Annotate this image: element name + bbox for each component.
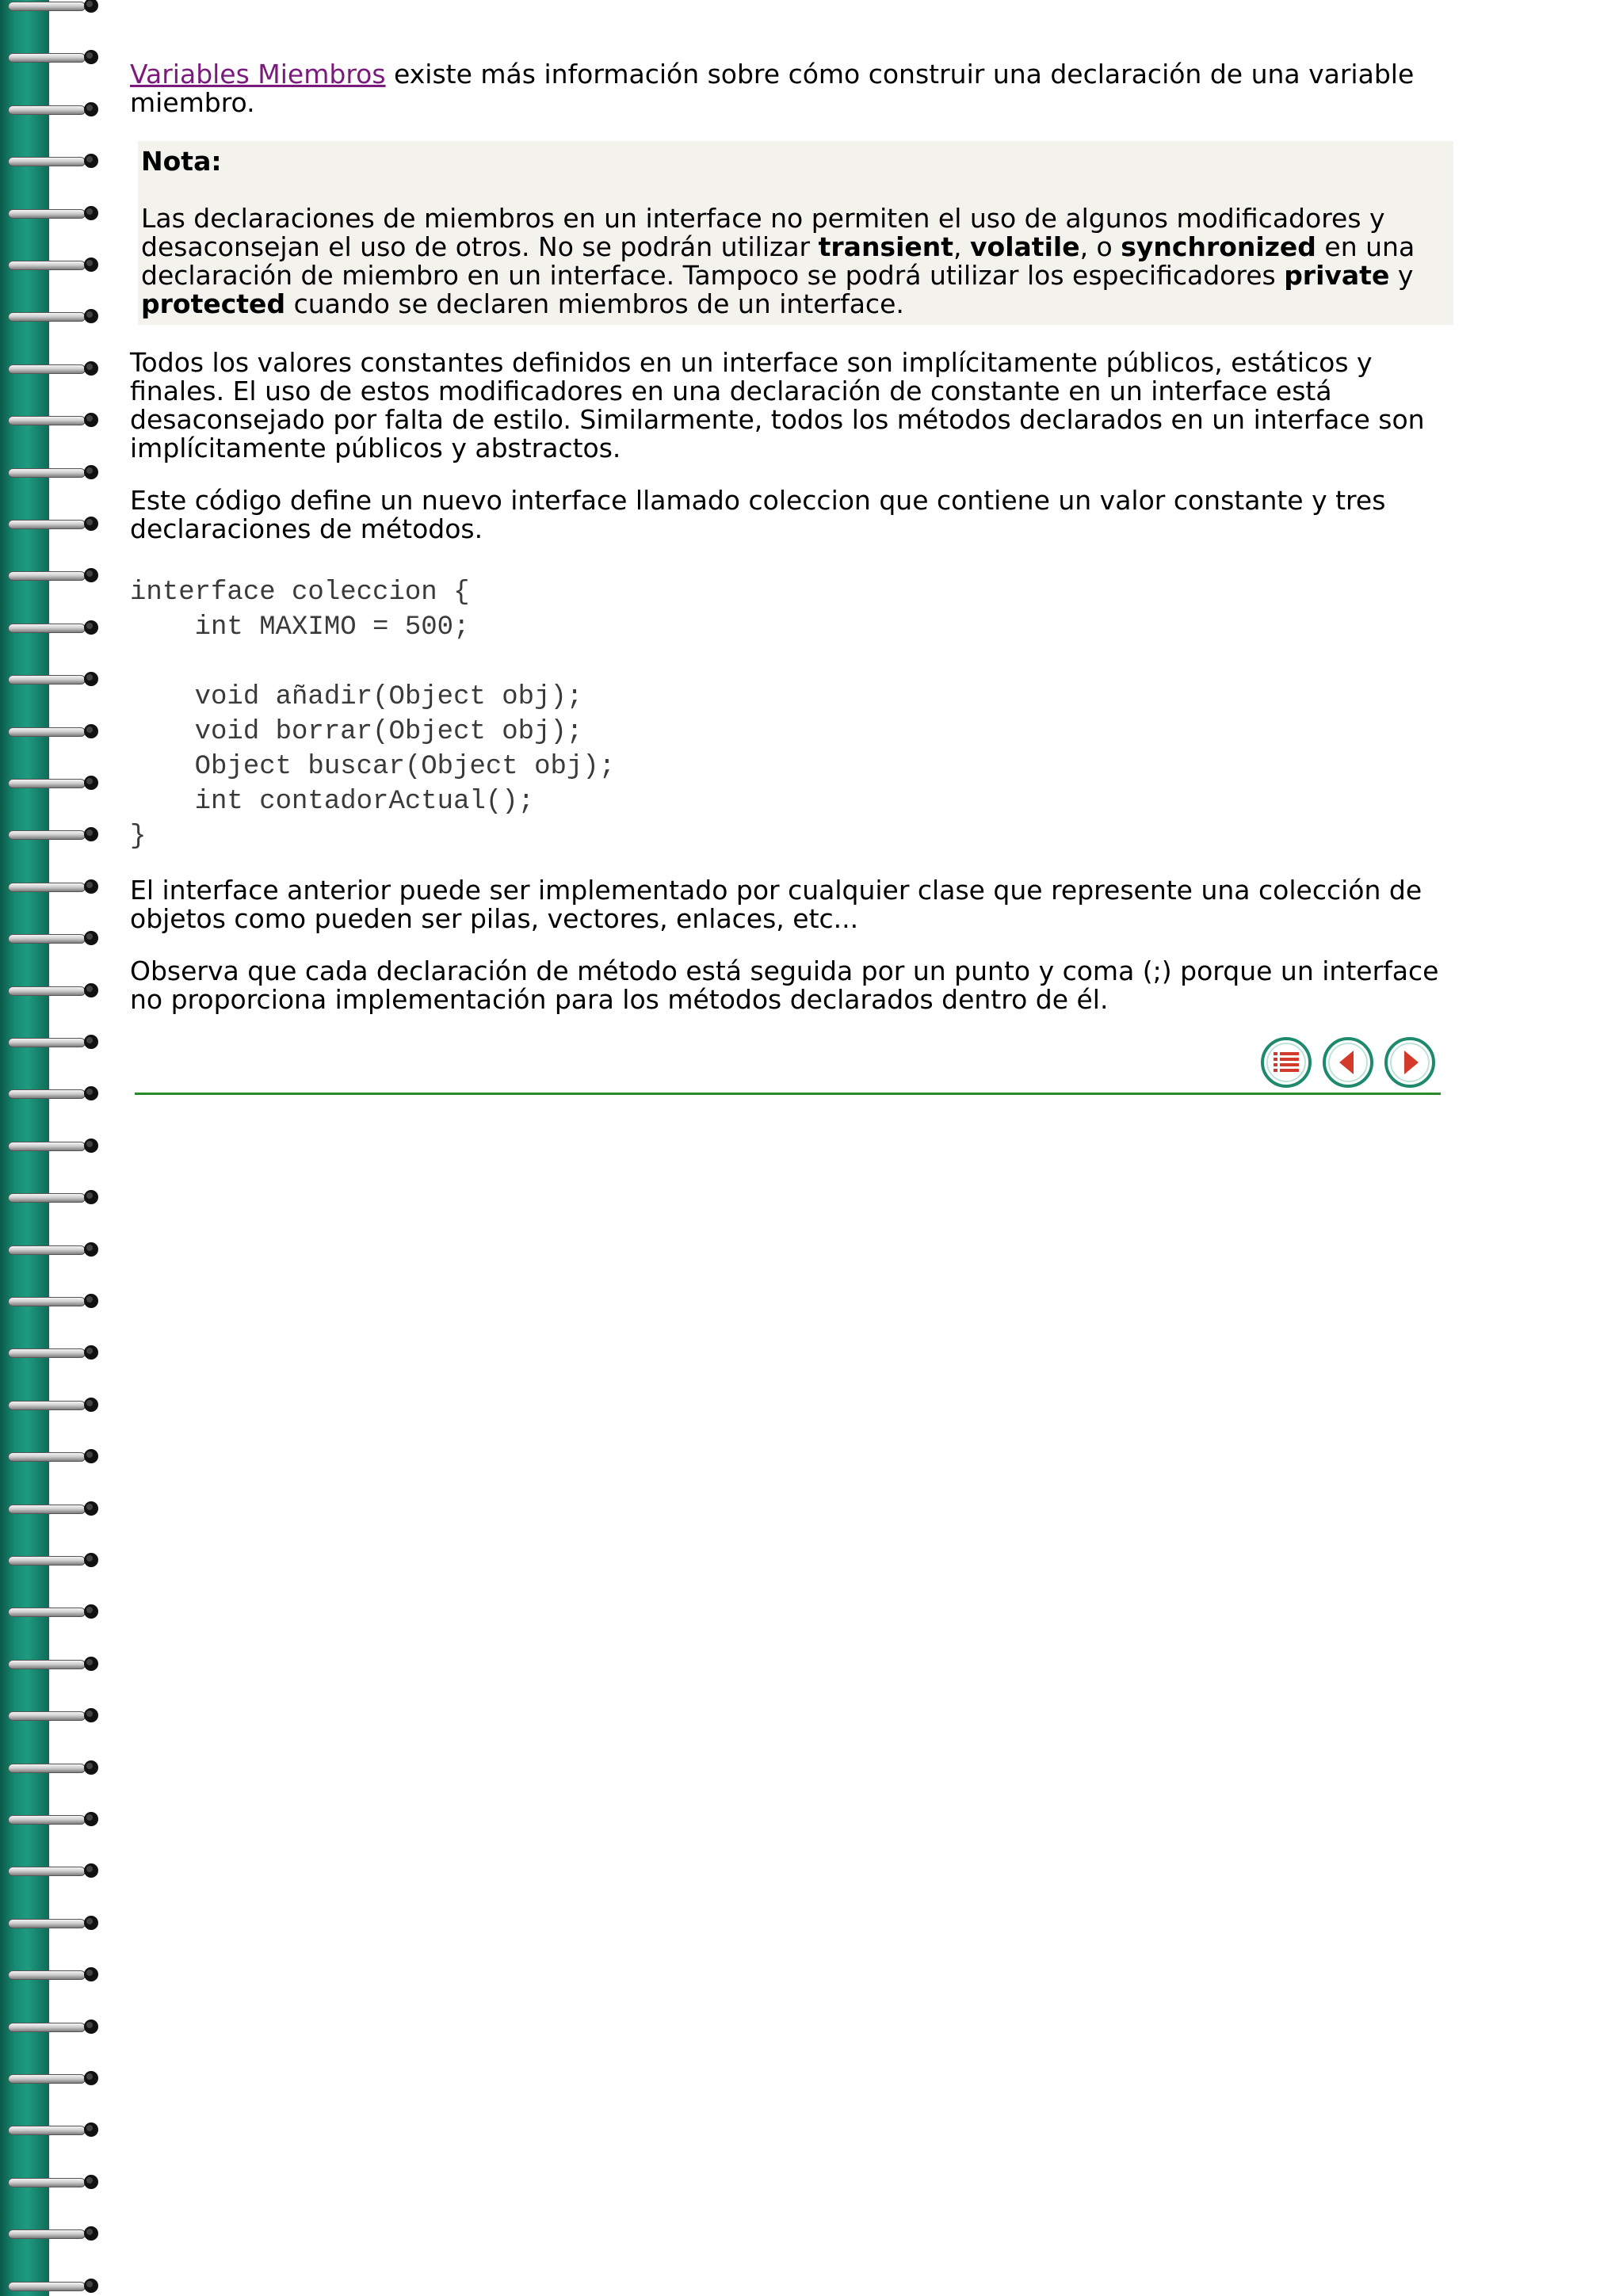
ring-hole [84,2122,98,2137]
ring-wire [8,416,86,425]
spiral-ring [0,721,103,745]
note-text-part: y [1389,260,1414,291]
spiral-ring [0,151,103,174]
ring-wire [8,883,86,892]
ring-wire [8,1919,86,1928]
intro-paragraph [130,60,1445,117]
spiral-ring [0,1135,103,1159]
ring-hole [84,2019,98,2034]
ring-hole [84,361,98,376]
implementation-paragraph: El interface anterior puede ser implementado por cualquier clase que represente una colección de objetos como pueden ser pilas, vectores, enlaces, etc... [130,875,1423,934]
ring-hole [84,1553,98,1567]
keyword-protected: protected [141,288,286,319]
ring-hole [84,724,98,738]
note-title: Nota: [141,146,222,177]
ring-hole [84,2175,98,2189]
ring-hole [84,517,98,531]
ring-hole [84,1398,98,1412]
ring-wire [8,2229,86,2239]
ring-hole [84,413,98,427]
ring-hole [84,1760,98,1775]
ring-wire [8,2074,86,2084]
spiral-ring [0,1187,103,1211]
spiral-ring [0,1394,103,1418]
next-arrow-icon[interactable] [1384,1036,1436,1089]
page-content [130,60,1445,1038]
ring-wire [8,1505,86,1514]
code-block: interface coleccion { int MAXIMO = 500; void añadir(Object obj); void borrar(Object obj); Object buscar(Object obj); int contadorActual(); } [130,578,616,852]
ring-hole [84,1035,98,1049]
ring-hole [84,154,98,168]
ring-wire [8,830,86,840]
spiral-ring [0,824,103,848]
spiral-ring [0,2068,103,2092]
ring-wire [8,986,86,996]
ring-wire [8,2023,86,2032]
ring-wire [8,1556,86,1566]
spiral-ring [0,772,103,796]
ring-wire [8,2282,86,2291]
note-text-part: Las declaraciones de miembros en un interface no permiten el uso de algunos modificadores y desaconsejan el uso de otros. No se podrán utilizar [141,203,1385,262]
spiral-ring [0,1809,103,1833]
ring-hole [84,2071,98,2085]
ring-wire [8,209,86,219]
ring-hole [84,102,98,116]
ring-wire [8,675,86,685]
ring-wire [8,624,86,633]
ring-wire [8,1038,86,1047]
spiral-ring [0,462,103,486]
spiral-ring [0,1860,103,1884]
spiral-ring [0,203,103,227]
spiral-ring [0,876,103,900]
ring-hole [84,620,98,635]
ring-wire [8,1089,86,1099]
spiral-ring [0,1239,103,1263]
ring-hole [84,1916,98,1930]
ring-wire [8,1660,86,1669]
keyword-volatile: volatile [970,231,1080,262]
ring-wire [8,261,86,270]
ring-hole [84,2279,98,2293]
spiral-ring [0,1964,103,1988]
spiral-binding [0,0,111,2296]
ring-wire [8,779,86,788]
spiral-ring [0,928,103,952]
ring-wire [8,934,86,944]
ring-wire [8,1711,86,1721]
spiral-ring [0,1757,103,1781]
ring-hole [84,257,98,272]
spiral-ring [0,2119,103,2143]
spiral-ring [0,669,103,692]
ring-wire [8,1193,86,1203]
ring-hole [84,1812,98,1826]
ring-hole [84,1708,98,1722]
keyword-private: private [1284,260,1390,291]
ring-hole [84,1294,98,1308]
previous-arrow-icon[interactable] [1322,1036,1374,1089]
spiral-ring [0,617,103,641]
ring-wire [8,2178,86,2187]
ring-wire [8,1452,86,1462]
ring-wire [8,2,86,11]
spiral-ring [0,2223,103,2247]
spiral-ring [0,358,103,382]
navigation-bar [135,1032,1441,1095]
ring-wire [8,1142,86,1151]
note-text-part: , [953,231,971,262]
keyword-synchronized: synchronized [1121,231,1316,262]
spiral-ring [0,1446,103,1470]
ring-hole [84,983,98,997]
constants-paragraph: Todos los valores constantes definidos en un interface son implícitamente públicos, estáticos y finales. El uso de estos modificadores en una declaración de constante en un interface está desaconsejado por falta de estilo. Similarmente, todos los métodos declarados en un interface son implícitamente públicos y abstractos. [130,347,1425,463]
nav-buttons [1260,1036,1436,1089]
ring-wire [8,1401,86,1410]
ring-hole [84,827,98,841]
spiral-ring [0,1705,103,1729]
ring-wire [8,1815,86,1825]
ring-wire [8,2126,86,2135]
ring-wire [8,727,86,737]
spiral-ring [0,99,103,123]
ring-hole [84,931,98,945]
ring-hole [84,1242,98,1257]
ring-wire [8,1970,86,1980]
note-text [141,204,1442,318]
ring-hole [84,50,98,64]
semicolon-paragraph: Observa que cada declaración de método está seguida por un punto y coma (;) porque un interface no proporciona implementación para los métodos declarados dentro de él. [130,955,1439,1015]
ring-wire [8,364,86,374]
spiral-ring [0,565,103,589]
note-text-part: , o [1079,231,1121,262]
ring-hole [84,672,98,686]
spiral-ring [0,980,103,1004]
ring-wire [8,105,86,115]
spiral-ring [0,306,103,330]
ring-hole [84,1863,98,1878]
horizontal-rule [135,1093,1441,1095]
spiral-ring [0,410,103,433]
ring-wire [8,157,86,166]
ring-hole [84,1086,98,1100]
ring-wire [8,468,86,478]
note-box [138,141,1453,325]
ring-hole [84,776,98,790]
spiral-ring [0,1653,103,1677]
keyword-transient: transient [818,231,954,262]
ring-hole [84,309,98,323]
spiral-ring [0,1083,103,1107]
spiral-ring [0,2275,103,2296]
ring-wire [8,53,86,63]
ring-wire [8,1608,86,1617]
spiral-ring [0,1498,103,1522]
ring-hole [84,1604,98,1619]
variables-miembros-link[interactable]: Variables Miembros [130,59,386,90]
ring-hole [84,206,98,220]
ring-wire [8,1348,86,1358]
note-text-part: cuando se declaren miembros de un interface. [285,288,904,319]
spiral-ring [0,0,103,19]
ring-hole [84,1345,98,1360]
ring-wire [8,520,86,529]
note-text-part: en una declaración de miembro en un interface. Tampoco se podrá utilizar los especificadores [141,231,1415,291]
intro-text: existe más información sobre cómo construir una declaración de una variable miembro. [130,59,1415,118]
ring-wire [8,312,86,322]
spiral-ring [0,47,103,71]
ring-hole [84,1138,98,1153]
ring-hole [84,1449,98,1463]
ring-hole [84,2226,98,2241]
ring-hole [84,1501,98,1516]
spiral-ring [0,1342,103,1366]
spiral-ring [0,513,103,537]
ring-wire [8,1867,86,1876]
ring-hole [84,1657,98,1671]
spiral-ring [0,1601,103,1625]
index-icon[interactable] [1260,1036,1312,1089]
ring-hole [84,0,98,13]
spiral-ring [0,2172,103,2195]
spiral-ring [0,2016,103,2040]
ring-wire [8,1764,86,1773]
spiral-ring [0,1291,103,1314]
ring-wire [8,1297,86,1306]
spiral-ring [0,1550,103,1573]
ring-wire [8,571,86,581]
spiral-ring [0,254,103,278]
ring-hole [84,568,98,582]
code-intro-paragraph: Este código define un nuevo interface llamado coleccion que contiene un valor constante y tres declaraciones de métodos. [130,485,1386,544]
ring-hole [84,879,98,894]
spiral-ring [0,1913,103,1936]
ring-wire [8,1245,86,1255]
spiral-ring [0,1032,103,1055]
ring-hole [84,1190,98,1204]
ring-hole [84,1967,98,1981]
ring-hole [84,465,98,479]
